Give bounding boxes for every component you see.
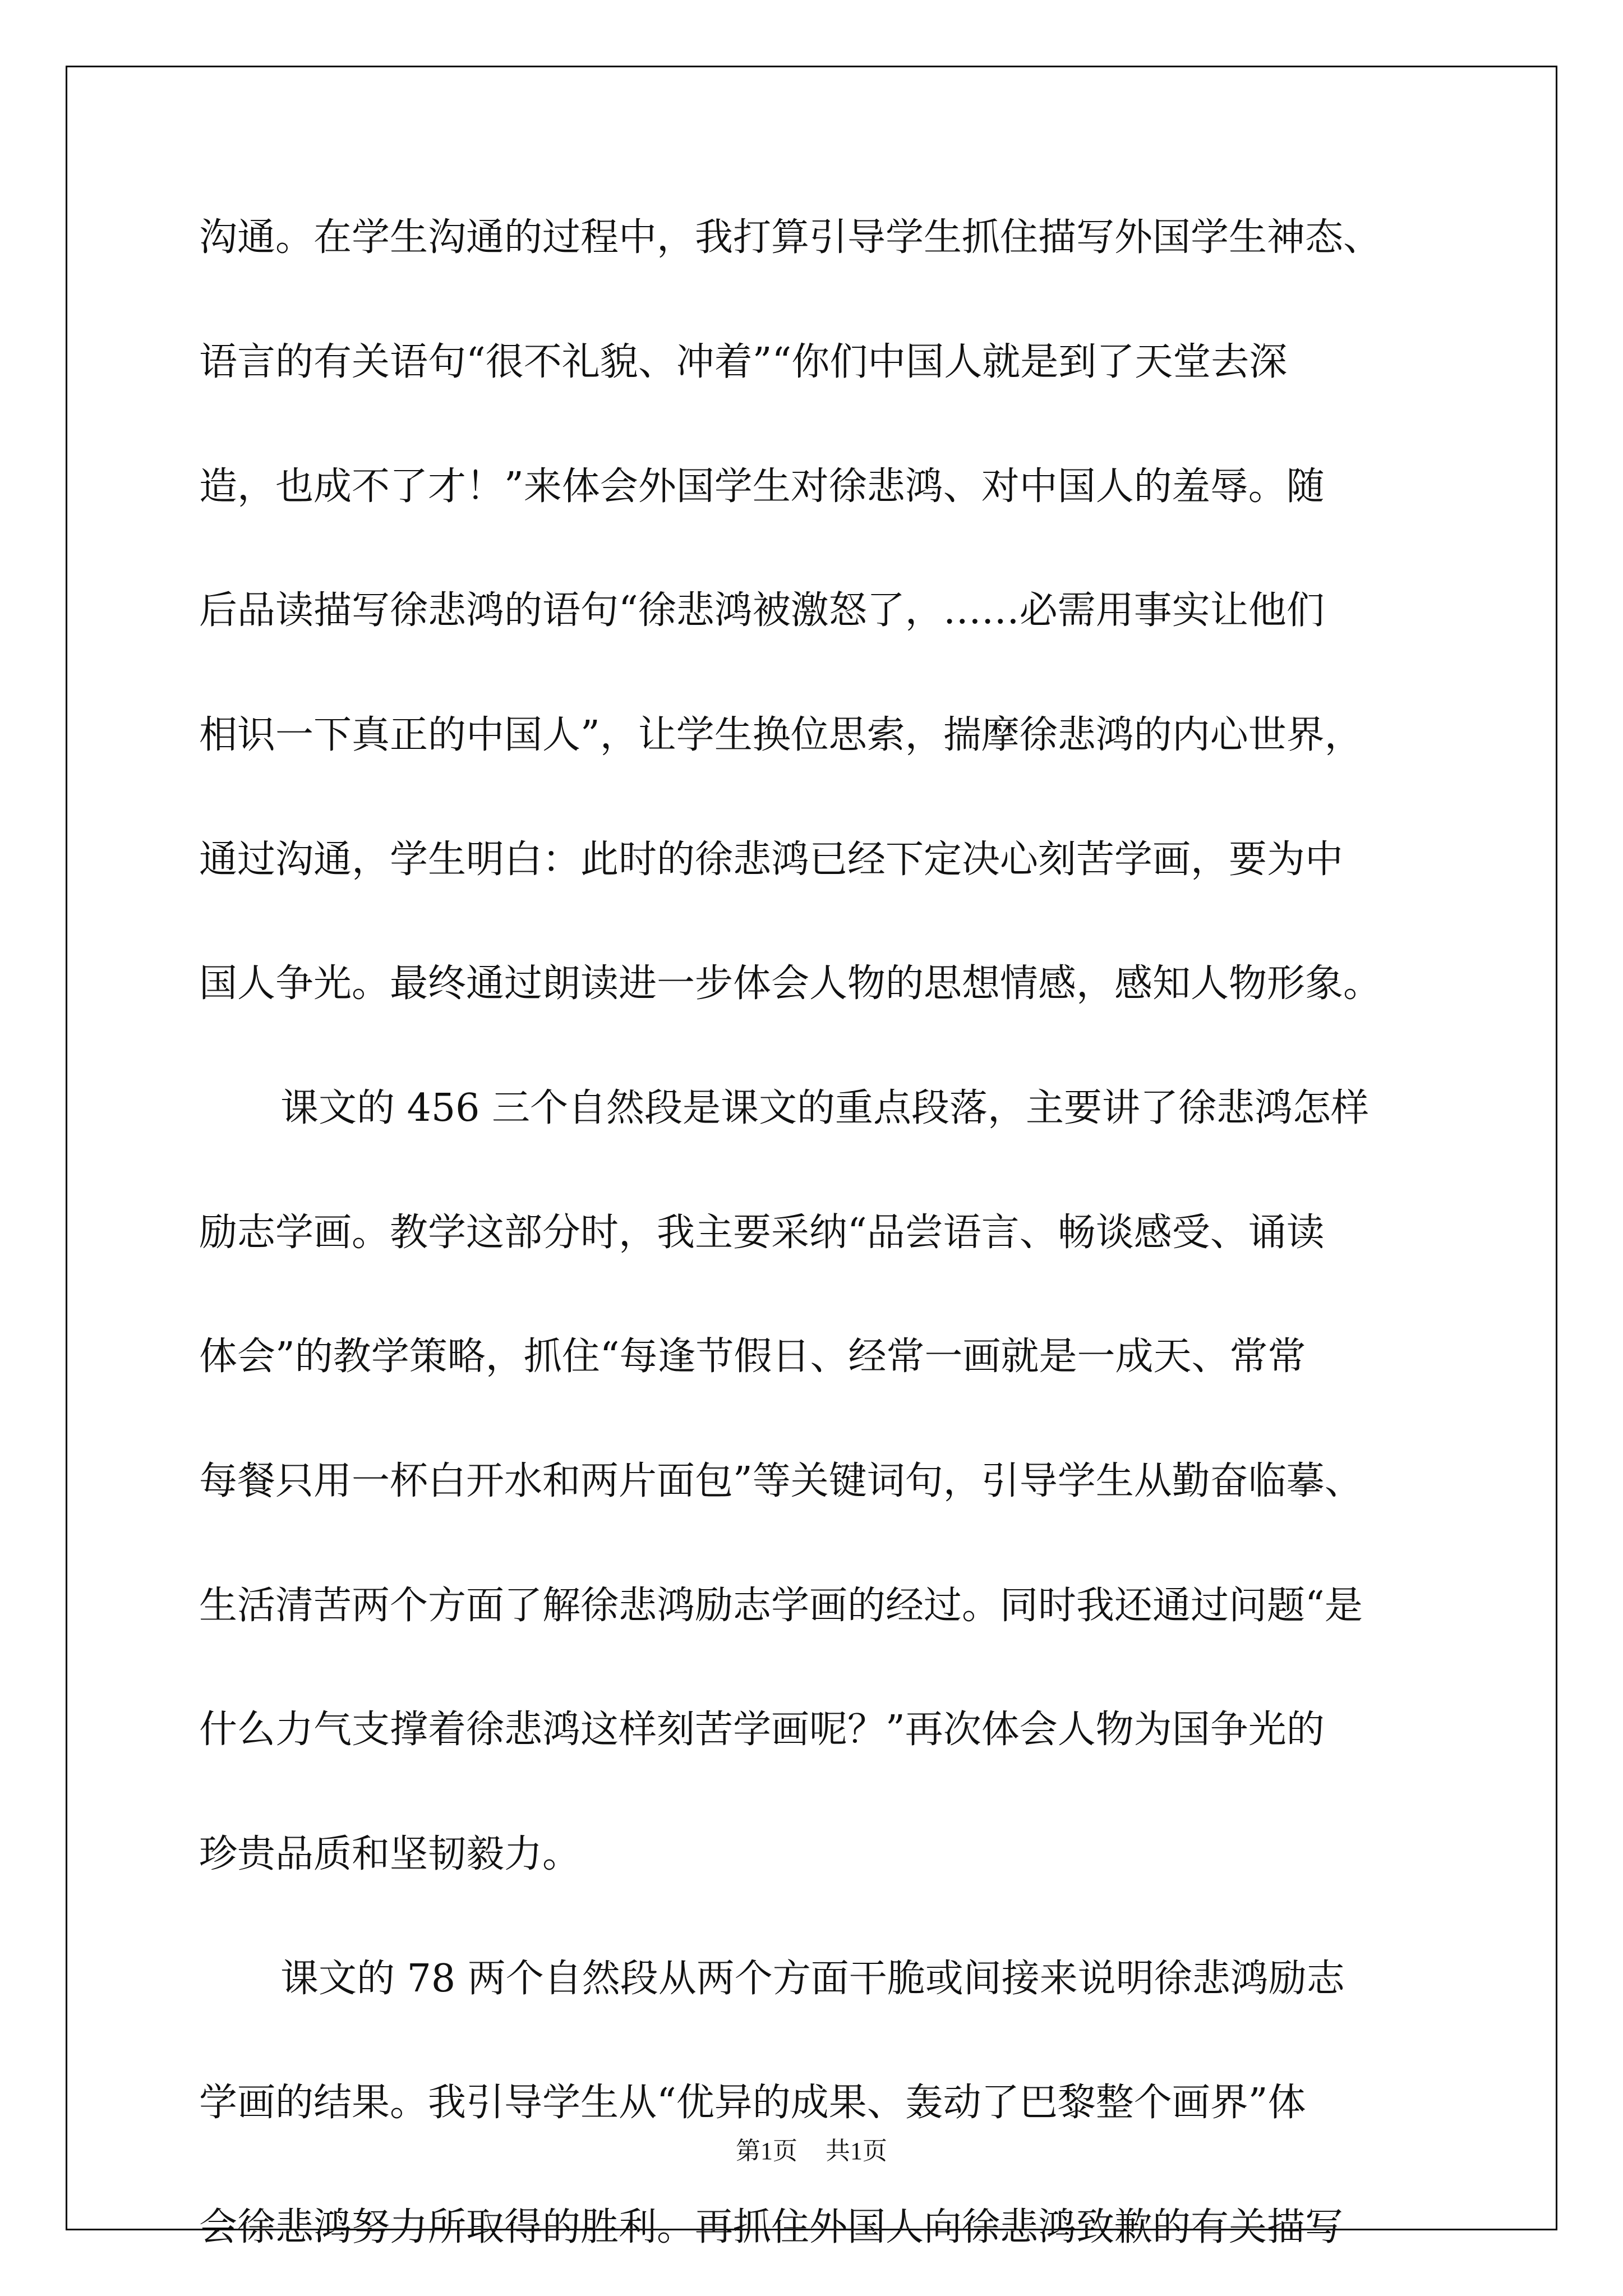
paragraph-first-line: 课文的 78 两个自然段从两个方面干脆或间接来说明徐悲鸿励志 [280, 1957, 1345, 2001]
text-line: 学画的结果。我引导学生从“优异的成果、轰动了巴黎整个画界”体 [199, 2081, 1306, 2125]
text-line: 体会”的教学策略，抓住“每逢节假日、经常一画就是一成天、常常 [199, 1335, 1306, 1379]
text-line: 相识一下真正的中国人”，让学生换位思索，揣摩徐悲鸿的内心世界， [199, 713, 1363, 757]
text-line: 会徐悲鸿努力所取得的胜利。再抓住外国人向徐悲鸿致歉的有关描写 [199, 2205, 1344, 2249]
text-line: 通过沟通，学生明白：此时的徐悲鸿已经下定决心刻苦学画，要为中 [199, 838, 1344, 882]
text-line: 后品读描写徐悲鸿的语句“徐悲鸿被激怒了，……必需用事实让他们 [199, 588, 1325, 633]
page-border [66, 66, 1557, 2230]
text-line: 励志学画。教学这部分时，我主要采纳“品尝语言、畅谈感受、诵读 [199, 1211, 1325, 1255]
text-line: 沟通。在学生沟通的过程中，我打算引导学生抓住描写外国学生神态、 [199, 215, 1382, 260]
text-line: 珍贵品质和坚韧毅力。 [199, 1832, 581, 1876]
page-total: 共1页 [826, 2137, 887, 2165]
page-number: 第1页 [736, 2137, 797, 2165]
text-line: 语言的有关语句“很不礼貌、冲着”“你们中国人就是到了天堂去深 [199, 340, 1288, 384]
text-line: 造，也成不了才！”来体会外国学生对徐悲鸿、对中国人的羞辱。随 [199, 464, 1325, 509]
paragraph-first-line: 课文的 456 三个自然段是课文的重点段落，主要讲了徐悲鸿怎样 [280, 1086, 1370, 1130]
page-footer [0, 2139, 1623, 2164]
text-line: 国人争光。最终通过朗读进一步体会人物的思想情感，感知人物形象。 [199, 961, 1382, 1006]
text-line: 每餐只用一杯白开水和两片面包”等关键词句，引导学生从勤奋临摹、 [199, 1459, 1363, 1503]
text-line: 什么力气支撑着徐悲鸿这样刻苦学画呢？”再次体会人物为国争光的 [199, 1708, 1325, 1752]
text-line: 生活清苦两个方面了解徐悲鸿励志学画的经过。同时我还通过问题“是 [199, 1584, 1363, 1628]
